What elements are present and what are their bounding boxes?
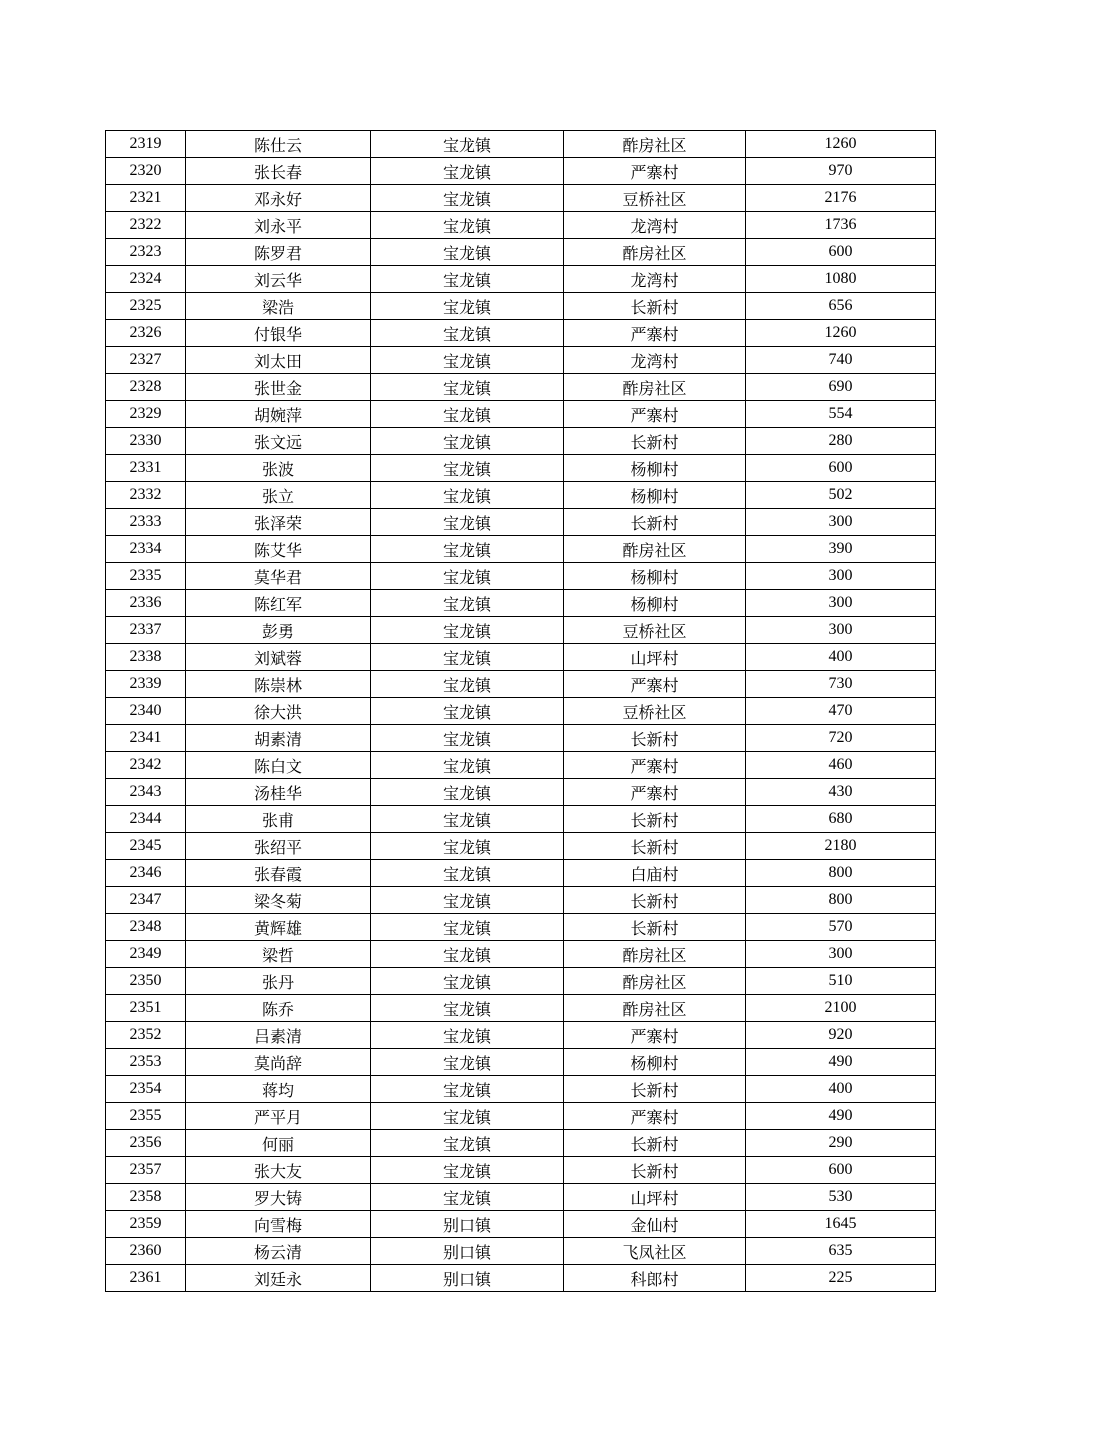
table-row <box>106 158 936 185</box>
cell-name: 陈罗君 <box>186 239 371 266</box>
cell-index: 2322 <box>106 212 186 239</box>
cell-index: 2321 <box>106 185 186 212</box>
cell-amount: 1260 <box>746 131 936 158</box>
cell-village: 白庙村 <box>564 860 746 887</box>
cell-town: 宝龙镇 <box>371 536 564 563</box>
cell-index: 2325 <box>106 293 186 320</box>
cell-village: 山坪村 <box>564 644 746 671</box>
table-row <box>106 266 936 293</box>
cell-village: 龙湾村 <box>564 347 746 374</box>
cell-town: 宝龙镇 <box>371 941 564 968</box>
cell-amount: 800 <box>746 860 936 887</box>
cell-town: 宝龙镇 <box>371 1130 564 1157</box>
cell-index: 2328 <box>106 374 186 401</box>
cell-amount: 300 <box>746 509 936 536</box>
table-row <box>106 293 936 320</box>
cell-amount: 600 <box>746 1157 936 1184</box>
table-row <box>106 212 936 239</box>
cell-amount: 530 <box>746 1184 936 1211</box>
cell-amount: 430 <box>746 779 936 806</box>
cell-index: 2356 <box>106 1130 186 1157</box>
cell-amount: 1645 <box>746 1211 936 1238</box>
cell-amount: 300 <box>746 590 936 617</box>
table-row <box>106 833 936 860</box>
table-row <box>106 1265 936 1292</box>
cell-town: 别口镇 <box>371 1265 564 1292</box>
cell-village: 酢房社区 <box>564 536 746 563</box>
cell-village: 长新村 <box>564 293 746 320</box>
table-row <box>106 239 936 266</box>
cell-name: 刘太田 <box>186 347 371 374</box>
cell-town: 别口镇 <box>371 1238 564 1265</box>
cell-amount: 656 <box>746 293 936 320</box>
cell-name: 刘廷永 <box>186 1265 371 1292</box>
cell-amount: 460 <box>746 752 936 779</box>
cell-index: 2327 <box>106 347 186 374</box>
cell-amount: 470 <box>746 698 936 725</box>
cell-village: 龙湾村 <box>564 266 746 293</box>
cell-town: 宝龙镇 <box>371 806 564 833</box>
cell-town: 宝龙镇 <box>371 1022 564 1049</box>
cell-name: 吕素清 <box>186 1022 371 1049</box>
table-row <box>106 428 936 455</box>
cell-index: 2349 <box>106 941 186 968</box>
cell-village: 长新村 <box>564 914 746 941</box>
cell-name: 张文远 <box>186 428 371 455</box>
cell-town: 宝龙镇 <box>371 212 564 239</box>
cell-name: 张波 <box>186 455 371 482</box>
cell-index: 2329 <box>106 401 186 428</box>
table-row <box>106 590 936 617</box>
cell-amount: 502 <box>746 482 936 509</box>
table-row <box>106 536 936 563</box>
cell-amount: 300 <box>746 563 936 590</box>
cell-name: 张甫 <box>186 806 371 833</box>
table-row <box>106 1184 936 1211</box>
cell-town: 宝龙镇 <box>371 779 564 806</box>
cell-index: 2351 <box>106 995 186 1022</box>
cell-index: 2320 <box>106 158 186 185</box>
table-row <box>106 968 936 995</box>
cell-name: 刘云华 <box>186 266 371 293</box>
table-body <box>106 131 936 1292</box>
cell-name: 陈乔 <box>186 995 371 1022</box>
cell-index: 2347 <box>106 887 186 914</box>
cell-amount: 290 <box>746 1130 936 1157</box>
cell-index: 2335 <box>106 563 186 590</box>
cell-name: 陈仕云 <box>186 131 371 158</box>
cell-village: 严寨村 <box>564 752 746 779</box>
cell-town: 宝龙镇 <box>371 968 564 995</box>
table-row <box>106 752 936 779</box>
cell-village: 长新村 <box>564 1076 746 1103</box>
cell-village: 严寨村 <box>564 320 746 347</box>
cell-village: 严寨村 <box>564 401 746 428</box>
cell-town: 宝龙镇 <box>371 644 564 671</box>
cell-village: 长新村 <box>564 1130 746 1157</box>
cell-amount: 1080 <box>746 266 936 293</box>
table-row <box>106 1103 936 1130</box>
cell-town: 宝龙镇 <box>371 914 564 941</box>
cell-index: 2323 <box>106 239 186 266</box>
table-row <box>106 941 936 968</box>
cell-town: 宝龙镇 <box>371 860 564 887</box>
cell-amount: 490 <box>746 1049 936 1076</box>
cell-name: 胡素清 <box>186 725 371 752</box>
table-row <box>106 1157 936 1184</box>
cell-village: 长新村 <box>564 806 746 833</box>
cell-town: 宝龙镇 <box>371 752 564 779</box>
cell-name: 刘永平 <box>186 212 371 239</box>
cell-town: 宝龙镇 <box>371 617 564 644</box>
table-row <box>106 1130 936 1157</box>
table-row <box>106 320 936 347</box>
cell-index: 2343 <box>106 779 186 806</box>
cell-index: 2334 <box>106 536 186 563</box>
cell-amount: 2176 <box>746 185 936 212</box>
cell-amount: 570 <box>746 914 936 941</box>
cell-town: 别口镇 <box>371 1211 564 1238</box>
cell-town: 宝龙镇 <box>371 374 564 401</box>
cell-name: 向雪梅 <box>186 1211 371 1238</box>
table-row <box>106 617 936 644</box>
cell-name: 莫华君 <box>186 563 371 590</box>
cell-name: 蒋均 <box>186 1076 371 1103</box>
cell-index: 2348 <box>106 914 186 941</box>
cell-index: 2346 <box>106 860 186 887</box>
cell-town: 宝龙镇 <box>371 509 564 536</box>
cell-village: 杨柳村 <box>564 1049 746 1076</box>
table-row <box>106 995 936 1022</box>
cell-town: 宝龙镇 <box>371 1076 564 1103</box>
cell-name: 张立 <box>186 482 371 509</box>
cell-village: 酢房社区 <box>564 941 746 968</box>
cell-town: 宝龙镇 <box>371 320 564 347</box>
cell-name: 梁浩 <box>186 293 371 320</box>
cell-village: 金仙村 <box>564 1211 746 1238</box>
table-row <box>106 185 936 212</box>
cell-town: 宝龙镇 <box>371 1157 564 1184</box>
cell-amount: 970 <box>746 158 936 185</box>
cell-town: 宝龙镇 <box>371 833 564 860</box>
cell-index: 2360 <box>106 1238 186 1265</box>
cell-town: 宝龙镇 <box>371 563 564 590</box>
cell-village: 长新村 <box>564 833 746 860</box>
cell-town: 宝龙镇 <box>371 293 564 320</box>
cell-town: 宝龙镇 <box>371 1184 564 1211</box>
cell-village: 长新村 <box>564 1157 746 1184</box>
table-row <box>106 644 936 671</box>
cell-village: 酢房社区 <box>564 239 746 266</box>
cell-amount: 1736 <box>746 212 936 239</box>
table-row <box>106 1076 936 1103</box>
cell-town: 宝龙镇 <box>371 347 564 374</box>
cell-town: 宝龙镇 <box>371 671 564 698</box>
cell-town: 宝龙镇 <box>371 1049 564 1076</box>
cell-index: 2326 <box>106 320 186 347</box>
cell-village: 严寨村 <box>564 779 746 806</box>
cell-index: 2342 <box>106 752 186 779</box>
cell-amount: 600 <box>746 455 936 482</box>
table-row <box>106 806 936 833</box>
cell-town: 宝龙镇 <box>371 185 564 212</box>
table-row <box>106 401 936 428</box>
cell-village: 科郎村 <box>564 1265 746 1292</box>
table-row <box>106 914 936 941</box>
table-row <box>106 374 936 401</box>
cell-town: 宝龙镇 <box>371 266 564 293</box>
cell-village: 严寨村 <box>564 671 746 698</box>
cell-index: 2355 <box>106 1103 186 1130</box>
cell-index: 2357 <box>106 1157 186 1184</box>
cell-name: 张春霞 <box>186 860 371 887</box>
cell-index: 2319 <box>106 131 186 158</box>
cell-index: 2345 <box>106 833 186 860</box>
table-row <box>106 1022 936 1049</box>
table-row <box>106 779 936 806</box>
cell-index: 2344 <box>106 806 186 833</box>
table-row <box>106 887 936 914</box>
cell-town: 宝龙镇 <box>371 1103 564 1130</box>
cell-village: 飞凤社区 <box>564 1238 746 1265</box>
table-row <box>106 698 936 725</box>
cell-village: 豆桥社区 <box>564 698 746 725</box>
cell-index: 2354 <box>106 1076 186 1103</box>
cell-name: 莫尚辞 <box>186 1049 371 1076</box>
cell-amount: 920 <box>746 1022 936 1049</box>
cell-town: 宝龙镇 <box>371 428 564 455</box>
cell-name: 何丽 <box>186 1130 371 1157</box>
cell-amount: 554 <box>746 401 936 428</box>
cell-amount: 400 <box>746 1076 936 1103</box>
cell-name: 陈崇林 <box>186 671 371 698</box>
cell-amount: 280 <box>746 428 936 455</box>
cell-name: 汤桂华 <box>186 779 371 806</box>
cell-village: 豆桥社区 <box>564 185 746 212</box>
cell-town: 宝龙镇 <box>371 887 564 914</box>
cell-index: 2338 <box>106 644 186 671</box>
cell-amount: 1260 <box>746 320 936 347</box>
table-row <box>106 1049 936 1076</box>
cell-town: 宝龙镇 <box>371 239 564 266</box>
cell-amount: 400 <box>746 644 936 671</box>
cell-index: 2359 <box>106 1211 186 1238</box>
cell-name: 胡婉萍 <box>186 401 371 428</box>
cell-town: 宝龙镇 <box>371 698 564 725</box>
cell-index: 2341 <box>106 725 186 752</box>
cell-village: 龙湾村 <box>564 212 746 239</box>
cell-amount: 800 <box>746 887 936 914</box>
cell-village: 严寨村 <box>564 1022 746 1049</box>
cell-name: 张大友 <box>186 1157 371 1184</box>
cell-village: 山坪村 <box>564 1184 746 1211</box>
cell-village: 杨柳村 <box>564 482 746 509</box>
cell-name: 陈白文 <box>186 752 371 779</box>
cell-town: 宝龙镇 <box>371 158 564 185</box>
cell-town: 宝龙镇 <box>371 590 564 617</box>
cell-index: 2339 <box>106 671 186 698</box>
cell-index: 2340 <box>106 698 186 725</box>
cell-amount: 730 <box>746 671 936 698</box>
cell-amount: 690 <box>746 374 936 401</box>
table-row <box>106 509 936 536</box>
cell-name: 张长春 <box>186 158 371 185</box>
cell-village: 严寨村 <box>564 1103 746 1130</box>
cell-town: 宝龙镇 <box>371 725 564 752</box>
table-row <box>106 455 936 482</box>
cell-town: 宝龙镇 <box>371 455 564 482</box>
cell-index: 2353 <box>106 1049 186 1076</box>
cell-amount: 740 <box>746 347 936 374</box>
cell-index: 2330 <box>106 428 186 455</box>
cell-village: 长新村 <box>564 509 746 536</box>
cell-amount: 300 <box>746 617 936 644</box>
cell-name: 梁哲 <box>186 941 371 968</box>
cell-village: 杨柳村 <box>564 590 746 617</box>
cell-village: 豆桥社区 <box>564 617 746 644</box>
cell-name: 张世金 <box>186 374 371 401</box>
cell-index: 2361 <box>106 1265 186 1292</box>
cell-index: 2352 <box>106 1022 186 1049</box>
cell-village: 酢房社区 <box>564 995 746 1022</box>
cell-amount: 635 <box>746 1238 936 1265</box>
table-row <box>106 482 936 509</box>
table-row <box>106 131 936 158</box>
cell-village: 长新村 <box>564 428 746 455</box>
cell-name: 杨云清 <box>186 1238 371 1265</box>
cell-amount: 300 <box>746 941 936 968</box>
cell-village: 长新村 <box>564 887 746 914</box>
table-row <box>106 1211 936 1238</box>
table-row <box>106 725 936 752</box>
cell-village: 酢房社区 <box>564 131 746 158</box>
cell-town: 宝龙镇 <box>371 131 564 158</box>
cell-name: 刘斌蓉 <box>186 644 371 671</box>
cell-amount: 2100 <box>746 995 936 1022</box>
cell-name: 严平月 <box>186 1103 371 1130</box>
cell-town: 宝龙镇 <box>371 401 564 428</box>
cell-village: 酢房社区 <box>564 374 746 401</box>
cell-amount: 720 <box>746 725 936 752</box>
cell-name: 罗大铸 <box>186 1184 371 1211</box>
cell-index: 2332 <box>106 482 186 509</box>
cell-name: 邓永好 <box>186 185 371 212</box>
cell-amount: 510 <box>746 968 936 995</box>
cell-index: 2350 <box>106 968 186 995</box>
table-row <box>106 860 936 887</box>
cell-village: 杨柳村 <box>564 563 746 590</box>
cell-village: 杨柳村 <box>564 455 746 482</box>
cell-amount: 680 <box>746 806 936 833</box>
table-row <box>106 671 936 698</box>
cell-village: 酢房社区 <box>564 968 746 995</box>
cell-amount: 225 <box>746 1265 936 1292</box>
cell-name: 陈艾华 <box>186 536 371 563</box>
cell-village: 严寨村 <box>564 158 746 185</box>
cell-amount: 2180 <box>746 833 936 860</box>
cell-town: 宝龙镇 <box>371 482 564 509</box>
cell-name: 付银华 <box>186 320 371 347</box>
data-table <box>105 130 936 1292</box>
cell-index: 2336 <box>106 590 186 617</box>
cell-name: 黄辉雄 <box>186 914 371 941</box>
cell-name: 陈红军 <box>186 590 371 617</box>
cell-index: 2324 <box>106 266 186 293</box>
cell-name: 张泽荣 <box>186 509 371 536</box>
cell-amount: 390 <box>746 536 936 563</box>
table-row <box>106 563 936 590</box>
cell-index: 2333 <box>106 509 186 536</box>
cell-amount: 600 <box>746 239 936 266</box>
cell-index: 2331 <box>106 455 186 482</box>
table-row <box>106 347 936 374</box>
cell-name: 张绍平 <box>186 833 371 860</box>
cell-amount: 490 <box>746 1103 936 1130</box>
cell-name: 彭勇 <box>186 617 371 644</box>
cell-town: 宝龙镇 <box>371 995 564 1022</box>
cell-name: 张丹 <box>186 968 371 995</box>
cell-name: 徐大洪 <box>186 698 371 725</box>
cell-index: 2358 <box>106 1184 186 1211</box>
cell-name: 梁冬菊 <box>186 887 371 914</box>
cell-village: 长新村 <box>564 725 746 752</box>
table-row <box>106 1238 936 1265</box>
cell-index: 2337 <box>106 617 186 644</box>
